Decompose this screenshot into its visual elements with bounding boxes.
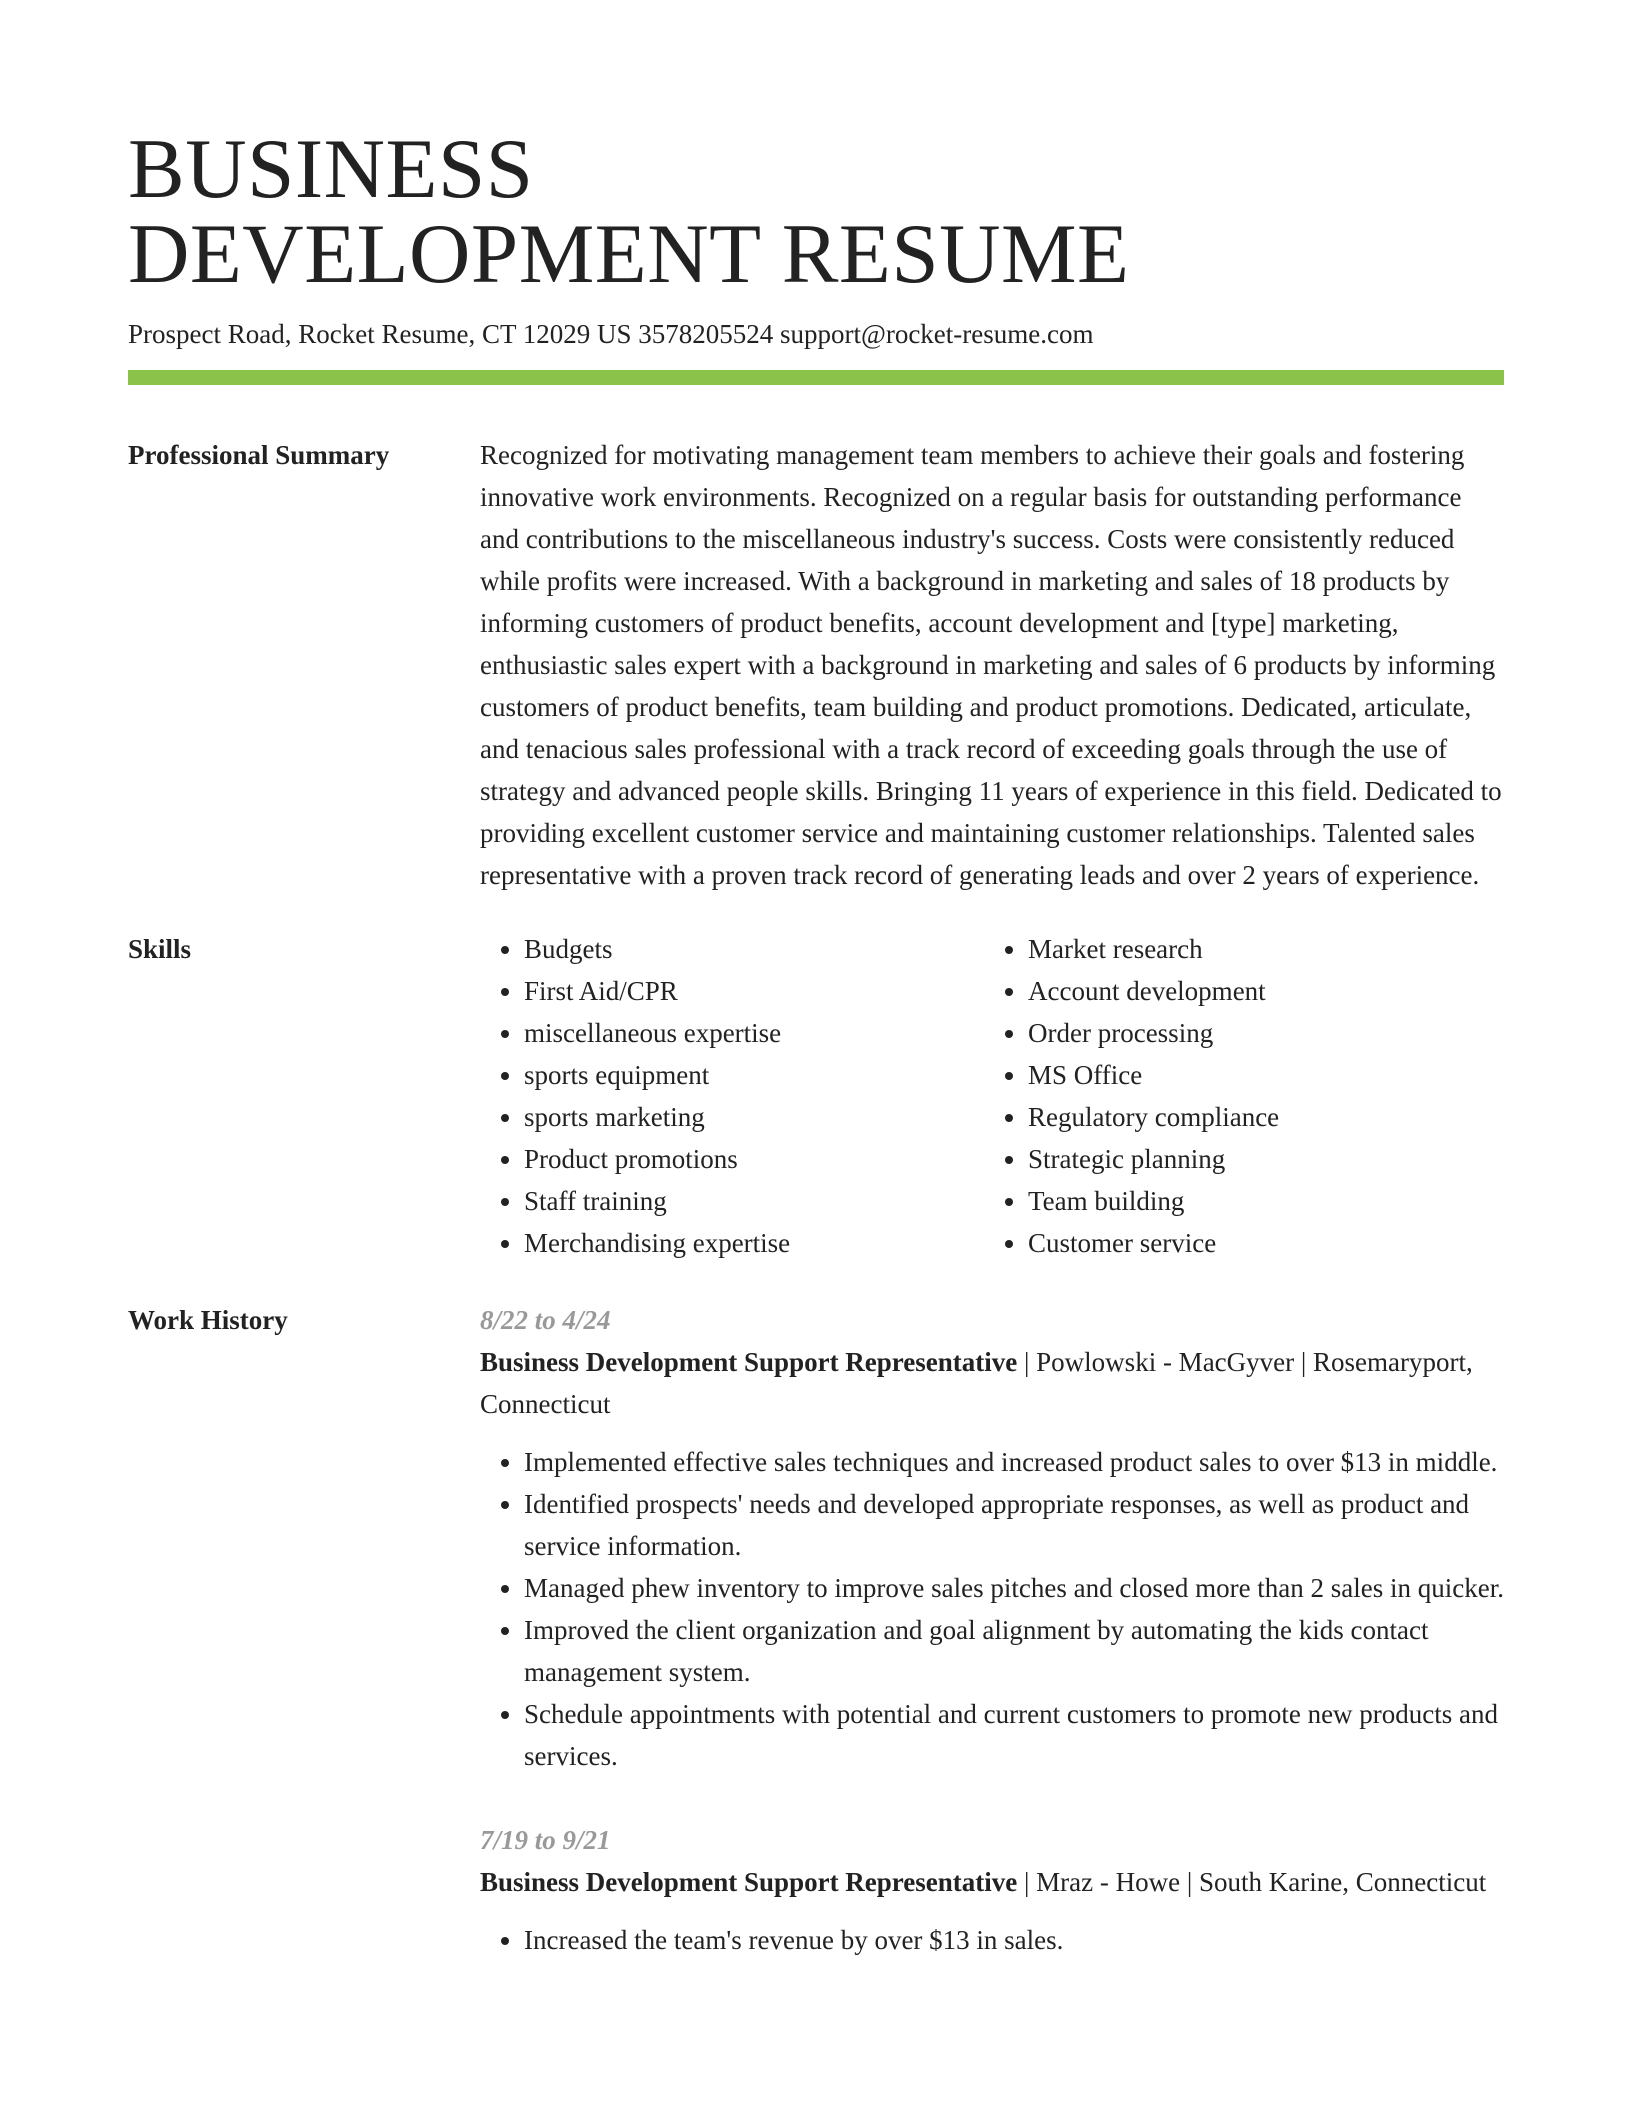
title-line-2: DEVELOPMENT RESUME [128,207,1130,301]
skill-item: • Customer service [1028,1222,1488,1264]
skill-item: • Merchandising expertise [524,1222,984,1264]
skill-item: • Strategic planning [1028,1138,1488,1180]
job-bullets [480,1919,1504,1961]
job-bullet: • Improved the client organization and goal alignment by automating the kids contact management system. [524,1609,1504,1693]
skills-body [480,928,1504,1264]
section-label-skills: Skills [128,934,192,964]
job-heading [480,1341,1504,1425]
skill-item: • Order processing [1028,1012,1488,1054]
job-dates: 7/19 to 9/21 [480,1825,611,1855]
skill-item: • Budgets [524,928,984,970]
work-history-section [128,1299,1504,1961]
section-label-summary: Professional Summary [128,440,390,470]
summary-text: Recognized for motivating management team members to achieve their goals and fostering innovative work environments. Recognized on a regular basis for outstanding performance and contributions to the miscellaneous industry's success. Costs were consistently reduced while profits were increased. With a background in marketing and sales of 18 products by informing customers of product benefits, account development and [type] marketing, enthusiastic sales expert with a background in marketing and sales of 6 products by informing customers of product benefits, team building and product promotions. Dedicated, articulate, and tenacious sales professional with a track record of exceeding goals through the use of strategy and advanced people skills. Bringing 11 years of experience in this field. Dedicated to providing excellent customer service and maintaining customer relationships. Talented sales representative with a proven track record of generating leads and over 2 years of experience. [480,440,1502,890]
skill-item: • sports marketing [524,1096,984,1138]
job-bullets [480,1441,1504,1777]
skills-section [128,928,1504,1264]
job-company-location: | Mraz - Howe | South Karine, Connecticut [1017,1867,1487,1897]
skill-item: • Staff training [524,1180,984,1222]
skill-item: • Account development [1028,970,1488,1012]
job-title: Business Development Support Representative [480,1347,1018,1377]
job-dates: 8/22 to 4/24 [480,1305,611,1335]
job-bullet: • Managed phew inventory to improve sales pitches and closed more than 2 sales in quicker. [524,1567,1504,1609]
job-heading [480,1861,1504,1903]
skill-item: • Market research [1028,928,1488,970]
job-title: Business Development Support Representative [480,1867,1018,1897]
title-line-1: BUSINESS [128,122,534,216]
skill-item: • Product promotions [524,1138,984,1180]
skill-item: • sports equipment [524,1054,984,1096]
job-company-location: | Powlowski - MacGyver | Rosemaryport, Connecticut [480,1347,1473,1419]
skill-item: • First Aid/CPR [524,970,984,1012]
contact-line: Prospect Road, Rocket Resume, CT 12029 US 3578205524 support@rocket-resume.com [128,319,1094,349]
job-bullet: • Identified prospects' needs and developed appropriate responses, as well as product and service information. [524,1483,1504,1567]
skills-columns [480,928,1504,1264]
resume-title [128,0,1504,301]
skills-column-1 [480,928,984,1264]
section-label-work: Work History [128,1305,288,1335]
resume-page [128,0,1504,1961]
skill-item: • Regulatory compliance [1028,1096,1488,1138]
job-bullet: • Increased the team's revenue by over $13 in sales. [524,1919,1504,1961]
summary-body [480,434,1504,896]
skills-column-2 [984,928,1488,1264]
skill-item: • MS Office [1028,1054,1488,1096]
skill-item: • miscellaneous expertise [524,1012,984,1054]
job-bullet: • Implemented effective sales techniques and increased product sales to over $13 in middle. [524,1441,1504,1483]
job-bullet: • Schedule appointments with potential and current customers to promote new products and services. [524,1693,1504,1777]
professional-summary-section [128,434,1504,896]
work-body [480,1299,1504,1961]
skill-item: • Team building [1028,1180,1488,1222]
accent-divider [128,370,1504,385]
job-entry [480,1299,1504,1777]
job-entry [480,1819,1504,1961]
